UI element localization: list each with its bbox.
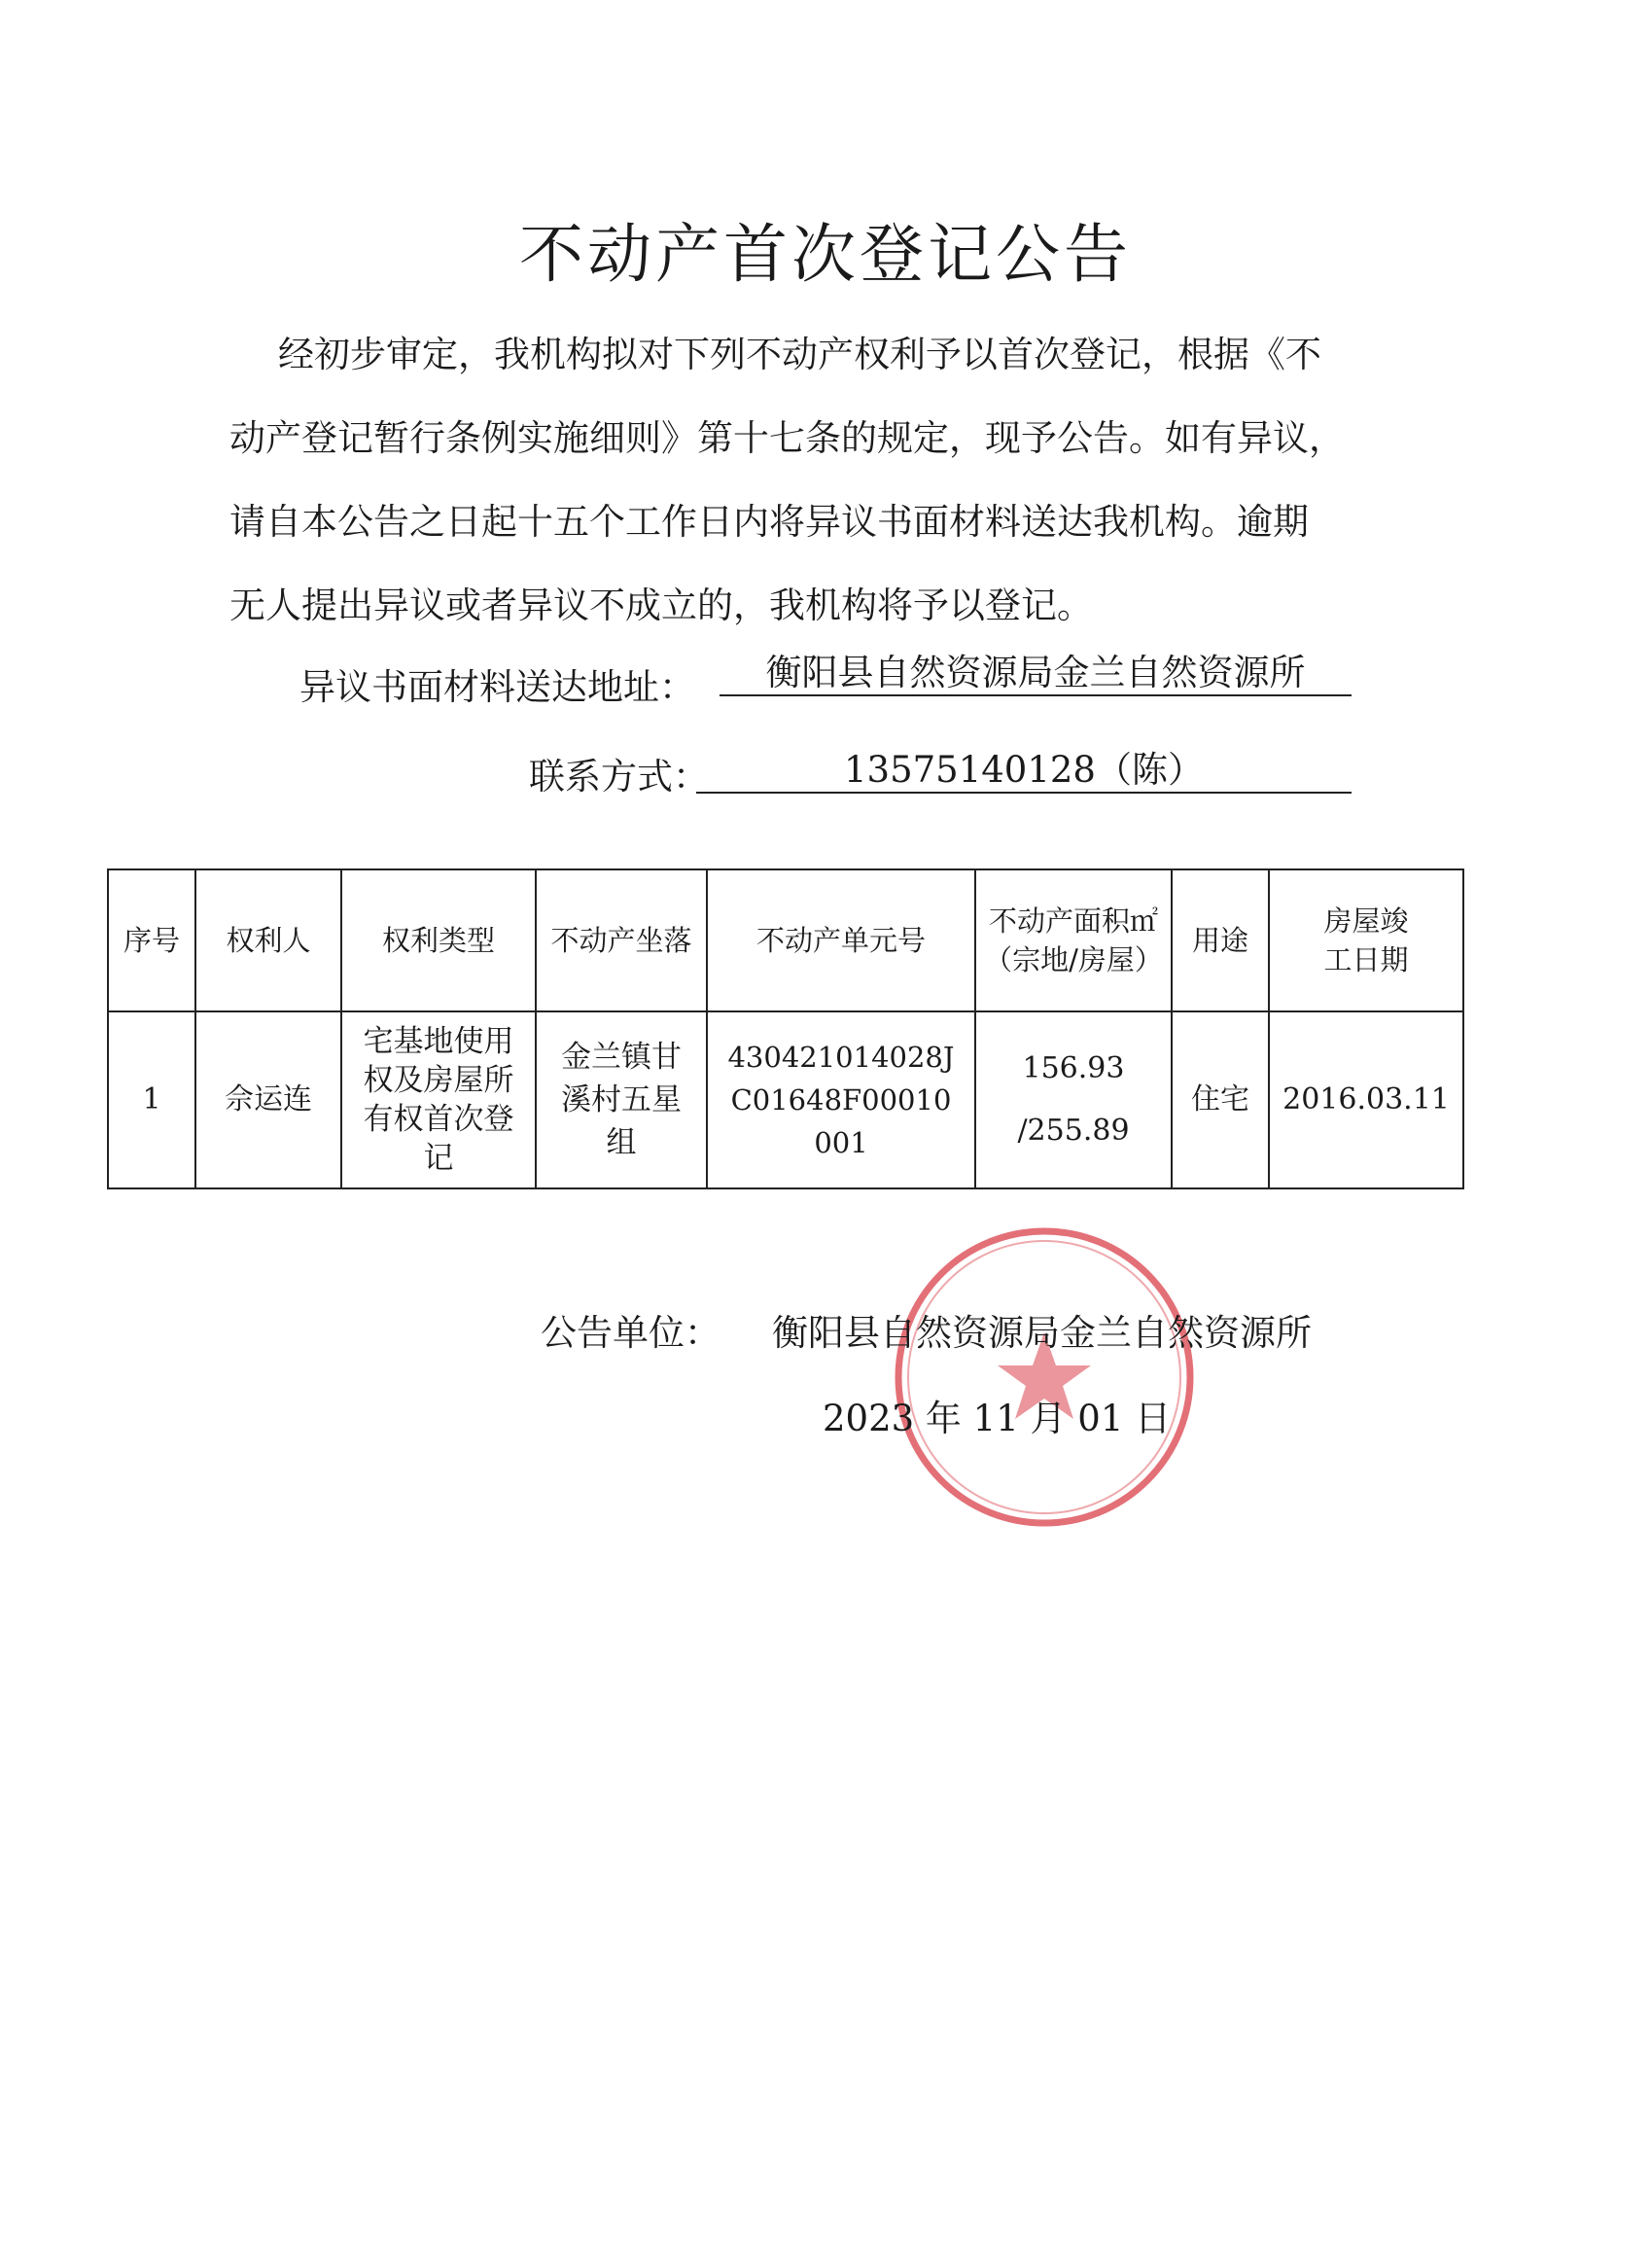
header-seq: 序号 xyxy=(108,869,195,1011)
table-row xyxy=(108,1011,1463,1188)
page-title: 不动产首次登记公告 xyxy=(519,217,1132,292)
registration-table xyxy=(107,868,1464,1189)
notice-date: 2023 年 11 月 01 日 xyxy=(823,1398,1172,1439)
cell-area-land: 156.93 xyxy=(1022,1051,1125,1085)
paragraph-line: 请自本公告之日起十五个工作日内将异议书面材料送达我机构。逾期 xyxy=(229,501,1309,543)
address-label: 异议书面材料送达地址： xyxy=(299,666,695,708)
cell-area-house: /255.89 xyxy=(1017,1114,1130,1148)
cell-holder: 佘运连 xyxy=(195,1011,341,1188)
issuer-label: 公告单位： xyxy=(541,1312,720,1354)
cell-use: 住宅 xyxy=(1172,1011,1269,1188)
contact-value: 13575140128（陈） xyxy=(696,749,1352,794)
header-area xyxy=(975,869,1172,1011)
header-use: 用途 xyxy=(1172,869,1269,1011)
cell-location: 金兰镇甘溪村五星组 xyxy=(536,1011,707,1188)
notice-paragraph xyxy=(229,313,1357,648)
header-unit-no: 不动产单元号 xyxy=(707,869,975,1011)
issuer-value: 衡阳县自然资源局金兰自然资源所 xyxy=(772,1312,1312,1354)
header-location: 不动产坐落 xyxy=(536,869,707,1011)
official-seal-icon xyxy=(891,1223,1198,1531)
cell-unit-no: 430421014028JC01648F00010001 xyxy=(707,1011,975,1188)
header-date-line-1: 房屋竣 xyxy=(1323,904,1409,938)
header-area-line-1: 不动产面积㎡ xyxy=(988,904,1158,938)
contact-label: 联系方式： xyxy=(529,756,709,797)
header-date-line-2: 工日期 xyxy=(1323,943,1409,976)
header-completion-date xyxy=(1269,869,1463,1011)
paragraph-line: 动产登记暂行条例实施细则》第十七条的规定，现予公告。如有异议， xyxy=(229,417,1345,459)
cell-completion-date: 2016.03.11 xyxy=(1269,1011,1463,1188)
address-value: 衡阳县自然资源局金兰自然资源所 xyxy=(720,652,1352,696)
paragraph-line: 经初步审定，我机构拟对下列不动产权利予以首次登记，根据《不 xyxy=(278,334,1321,375)
header-right-type: 权利类型 xyxy=(341,869,536,1011)
cell-seq: 1 xyxy=(108,1011,195,1188)
cell-area xyxy=(975,1011,1172,1188)
header-holder: 权利人 xyxy=(195,869,341,1011)
table-header-row xyxy=(108,869,1463,1011)
paragraph-line: 无人提出异议或者异议不成立的，我机构将予以登记。 xyxy=(229,585,1093,626)
cell-right-type: 宅基地使用权及房屋所有权首次登记 xyxy=(341,1011,536,1188)
header-area-line-2: （宗地/房屋） xyxy=(984,943,1163,976)
